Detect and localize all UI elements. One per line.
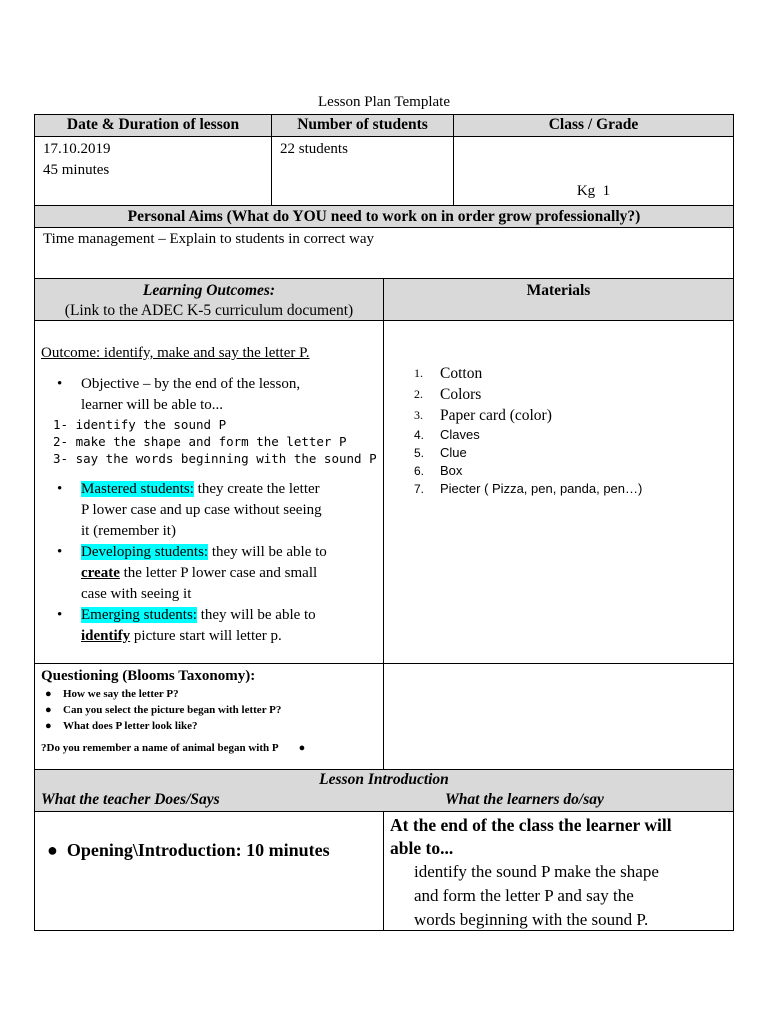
material-item: 1. Cotton: [414, 365, 483, 382]
learning-outcomes-heading-cell: [34, 278, 384, 321]
objective-item: [57, 374, 383, 416]
material-item: 7. Piecter ( Pizza, pen, panda, pen…): [414, 481, 643, 496]
questioning-cell: [34, 663, 384, 770]
bullet-icon: •: [57, 481, 63, 497]
objective-line-2: learner will be able to...: [81, 397, 224, 413]
step-1: 1- identify the sound P: [53, 417, 227, 432]
outcome-text: Outcome: identify, make and say the letter P.: [41, 345, 310, 361]
objective-steps: [53, 416, 383, 467]
learner-text-3: words beginning with the sound P.: [414, 910, 649, 929]
developing-text-1: they will be able to: [208, 544, 327, 560]
mastered-text-3: it (remember it): [81, 523, 176, 539]
document-title: Lesson Plan Template: [318, 94, 450, 110]
learning-outcomes-heading: Learning Outcomes:: [142, 282, 276, 299]
opening-cell: [34, 811, 384, 931]
learner-text-2: and form the letter P and say the: [414, 886, 634, 905]
bullet-icon: •: [57, 607, 63, 623]
header-date: Date & Duration of lesson: [34, 114, 272, 137]
material-item: 2. Colors: [414, 386, 482, 403]
emerging-bold: identify: [81, 628, 131, 644]
material-item: 3. Paper card (color): [414, 407, 552, 424]
question-item: ● How we say the letter P?: [45, 688, 179, 700]
date-cell: [34, 136, 272, 206]
questioning-heading: Questioning (Blooms Taxonomy):: [41, 668, 256, 684]
materials-list: [414, 363, 733, 498]
learner-head-1: At the end of the class the learner will: [390, 815, 672, 835]
lesson-intro-heading-cell: [34, 769, 734, 812]
mastered-item: [57, 479, 383, 542]
developing-item: [57, 542, 383, 605]
learner-text-1: identify the sound P make the shape: [414, 862, 659, 881]
mastered-label: Mastered students:: [81, 481, 194, 497]
developing-label: Developing students:: [81, 544, 209, 560]
bullet-icon: •: [57, 544, 63, 560]
questioning-empty-cell: [383, 663, 734, 770]
personal-aims-heading: Personal Aims (What do YOU need to work on in order grow professionally?): [34, 205, 734, 228]
lesson-duration: 45 minutes: [43, 162, 110, 178]
emerging-item: [57, 605, 383, 647]
emerging-label: Emerging students:: [81, 607, 197, 623]
question-item: ● What does P letter look like?: [45, 720, 198, 732]
material-item: 6. Box: [414, 463, 463, 478]
question-item: ● Can you select the picture began with letter P?: [45, 704, 282, 716]
objective-line-1: Objective – by the end of the lesson,: [81, 376, 301, 392]
bullet-icon: ●: [47, 840, 58, 860]
emerging-text-2: picture start will letter p.: [130, 628, 282, 644]
header-grade: Class / Grade: [453, 114, 734, 137]
bullet-icon: ●: [298, 742, 306, 754]
developing-text-2: the letter P lower case and small: [119, 565, 318, 581]
bullet-icon: ●: [45, 704, 52, 716]
opening-item: [47, 840, 330, 861]
mastered-text-1: they create the letter: [193, 481, 320, 497]
step-3: 3- say the words beginning with the sound P: [53, 451, 377, 466]
material-item: 5. Clue: [414, 445, 467, 460]
students-cell: [271, 136, 454, 206]
lesson-intro-heading: Lesson Introduction: [319, 771, 449, 788]
opening-text: Opening\Introduction: 10 minutes: [66, 840, 330, 860]
student-count: 22 students: [280, 141, 348, 157]
header-students: Number of students: [271, 114, 454, 137]
personal-aims-cell: [34, 227, 734, 279]
learners-column-heading: What the learners do/say: [445, 791, 604, 808]
question-extra: ?Do you remember a name of animal began with P ●: [41, 742, 306, 754]
materials-cell: [383, 320, 734, 664]
step-2: 2- make the shape and form the letter P: [53, 434, 347, 449]
learning-outcomes-cell: [34, 320, 384, 664]
bullet-icon: ●: [45, 720, 52, 732]
material-item: 4. Claves: [414, 427, 480, 442]
developing-text-3: case with seeing it: [81, 586, 192, 602]
mastered-text-2: P lower case and up case without seeing: [81, 502, 322, 518]
grade-cell: [453, 136, 734, 206]
learner-head-2: able to...: [390, 838, 454, 858]
materials-heading: Materials: [383, 278, 734, 321]
learner-outcome-cell: [383, 811, 734, 931]
developing-bold: create: [81, 565, 120, 581]
bullet-icon: •: [57, 376, 63, 392]
bullet-icon: ●: [45, 688, 52, 700]
learning-outcomes-subheading: (Link to the ADEC K-5 curriculum document): [64, 302, 354, 319]
teacher-column-heading: What the teacher Does/Says: [41, 791, 220, 808]
class-grade: Kg 1: [576, 183, 611, 199]
lesson-date: 17.10.2019: [43, 141, 111, 157]
personal-aims-text: Time management – Explain to students in correct way: [43, 231, 375, 247]
emerging-text-1: they will be able to: [196, 607, 316, 623]
